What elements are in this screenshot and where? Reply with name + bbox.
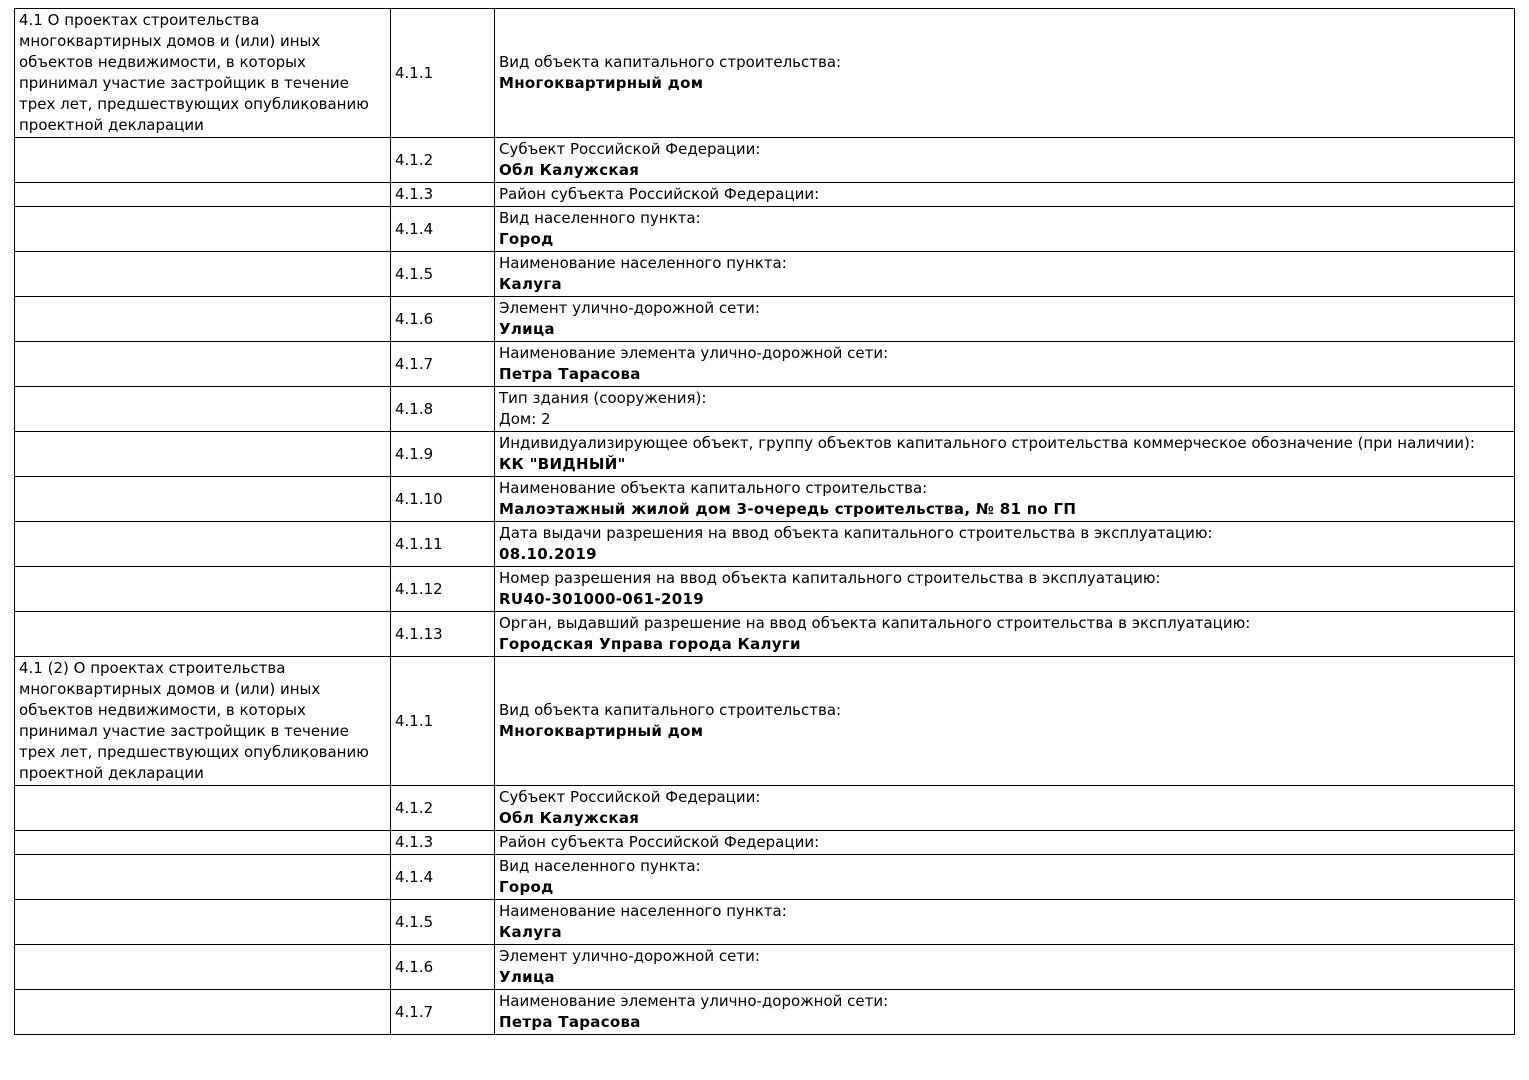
group-description-empty-cell [15,432,391,477]
row-number: 4.1.11 [391,522,495,567]
table-row [15,138,1515,183]
row-number: 4.1.6 [391,297,495,342]
table-row [15,252,1515,297]
row-content-cell [495,183,1515,207]
row-content-cell [495,990,1515,1035]
field-label: Субъект Российской Федерации: [499,788,761,806]
table-row [15,207,1515,252]
field-label: Вид населенного пункта: [499,857,701,875]
row-content-cell [495,945,1515,990]
row-number: 4.1.1 [391,657,495,786]
field-value: Калуга [499,923,562,941]
row-number: 4.1.13 [391,612,495,657]
row-content-cell [495,612,1515,657]
row-number: 4.1.8 [391,387,495,432]
field-label: Орган, выдавший разрешение на ввод объекта капитального строительства в эксплуатацию: [499,614,1251,632]
field-value: Улица [499,968,555,986]
group-description-empty-cell [15,831,391,855]
field-label: Наименование населенного пункта: [499,254,787,272]
table-row [15,432,1515,477]
field-value: Город [499,230,554,248]
group-description-empty-cell [15,207,391,252]
row-content-cell [495,900,1515,945]
row-content-cell [495,138,1515,183]
row-number: 4.1.3 [391,831,495,855]
table-row [15,477,1515,522]
field-label: Субъект Российской Федерации: [499,140,761,158]
row-number: 4.1.7 [391,990,495,1035]
row-content-cell [495,786,1515,831]
table-row [15,522,1515,567]
row-content-cell [495,297,1515,342]
field-label: Элемент улично-дорожной сети: [499,299,760,317]
table-row [15,831,1515,855]
field-label: Тип здания (сооружения): [499,389,707,407]
row-number: 4.1.10 [391,477,495,522]
field-value: Город [499,878,554,896]
row-number: 4.1.9 [391,432,495,477]
declaration-table [14,8,1515,1035]
field-label: Вид объекта капитального строительства: [499,701,842,719]
row-content-cell [495,207,1515,252]
row-number: 4.1.5 [391,900,495,945]
field-label: Наименование населенного пункта: [499,902,787,920]
field-value: Обл Калужская [499,161,640,179]
field-value: RU40-301000-061-2019 [499,590,704,608]
table-row [15,387,1515,432]
field-label: Наименование элемента улично-дорожной сети: [499,344,889,362]
row-number: 4.1.6 [391,945,495,990]
field-value: Многоквартирный дом [499,74,704,92]
row-number: 4.1.3 [391,183,495,207]
row-number: 4.1.2 [391,138,495,183]
row-content-cell [495,567,1515,612]
row-number: 4.1.2 [391,786,495,831]
row-number: 4.1.4 [391,855,495,900]
field-value: Многоквартирный дом [499,722,704,740]
group-description-cell: 4.1 О проектах строительства многоквартирных домов и (или) иных объектов недвижимости, в которых принимал участие застройщик в течение трех лет, предшествующих опубликованию проектной декларации [15,9,391,138]
field-value: Дом: 2 [499,410,551,428]
table-row [15,183,1515,207]
group-description-empty-cell [15,252,391,297]
row-number: 4.1.12 [391,567,495,612]
group-description-empty-cell [15,387,391,432]
field-value: Обл Калужская [499,809,640,827]
table-row [15,990,1515,1035]
table-row [15,657,1515,786]
table-row [15,297,1515,342]
field-value: Петра Тарасова [499,1013,641,1031]
field-value: Петра Тарасова [499,365,641,383]
group-description-empty-cell [15,900,391,945]
field-label: Индивидуализирующее объект, группу объектов капитального строительства коммерческое обозначение (при наличии): [499,434,1475,452]
table-row [15,9,1515,138]
field-label: Район субъекта Российской Федерации: [499,185,820,203]
field-value: 08.10.2019 [499,545,597,563]
field-value: Городская Управа города Калуги [499,635,801,653]
row-number: 4.1.5 [391,252,495,297]
group-description-empty-cell [15,786,391,831]
field-label: Вид объекта капитального строительства: [499,53,842,71]
row-number: 4.1.1 [391,9,495,138]
table-row [15,855,1515,900]
row-content-cell [495,855,1515,900]
group-description-empty-cell [15,138,391,183]
row-content-cell [495,432,1515,477]
field-label: Номер разрешения на ввод объекта капитального строительства в эксплуатацию: [499,569,1161,587]
row-content-cell [495,477,1515,522]
group-description-empty-cell [15,522,391,567]
row-content-cell [495,342,1515,387]
row-number: 4.1.4 [391,207,495,252]
row-content-cell [495,387,1515,432]
row-content-cell [495,9,1515,138]
group-description-empty-cell [15,477,391,522]
row-content-cell [495,831,1515,855]
field-label: Наименование объекта капитального строительства: [499,479,928,497]
group-description-empty-cell [15,342,391,387]
field-label: Элемент улично-дорожной сети: [499,947,760,965]
field-value: Калуга [499,275,562,293]
group-description-empty-cell [15,612,391,657]
table-row [15,945,1515,990]
group-description-empty-cell [15,990,391,1035]
group-description-empty-cell [15,855,391,900]
table-row [15,612,1515,657]
table-row [15,342,1515,387]
group-description-cell: 4.1 (2) О проектах строительства многоквартирных домов и (или) иных объектов недвижимости, в которых принимал участие застройщик в течение трех лет, предшествующих опубликованию проектной декларации [15,657,391,786]
group-description-empty-cell [15,945,391,990]
field-label: Дата выдачи разрешения на ввод объекта капитального строительства в эксплуатацию: [499,524,1213,542]
row-content-cell [495,522,1515,567]
table-row [15,900,1515,945]
group-description-empty-cell [15,183,391,207]
field-value: КК "ВИДНЫЙ" [499,455,626,473]
table-row [15,786,1515,831]
field-value: Малоэтажный жилой дом 3-очередь строительства, № 81 по ГП [499,500,1077,518]
declaration-table-body [15,9,1515,1035]
row-number: 4.1.7 [391,342,495,387]
field-value: Улица [499,320,555,338]
row-content-cell [495,252,1515,297]
table-row [15,567,1515,612]
group-description-empty-cell [15,567,391,612]
field-label: Вид населенного пункта: [499,209,701,227]
field-label: Район субъекта Российской Федерации: [499,833,820,851]
group-description-empty-cell [15,297,391,342]
row-content-cell [495,657,1515,786]
field-label: Наименование элемента улично-дорожной сети: [499,992,889,1010]
